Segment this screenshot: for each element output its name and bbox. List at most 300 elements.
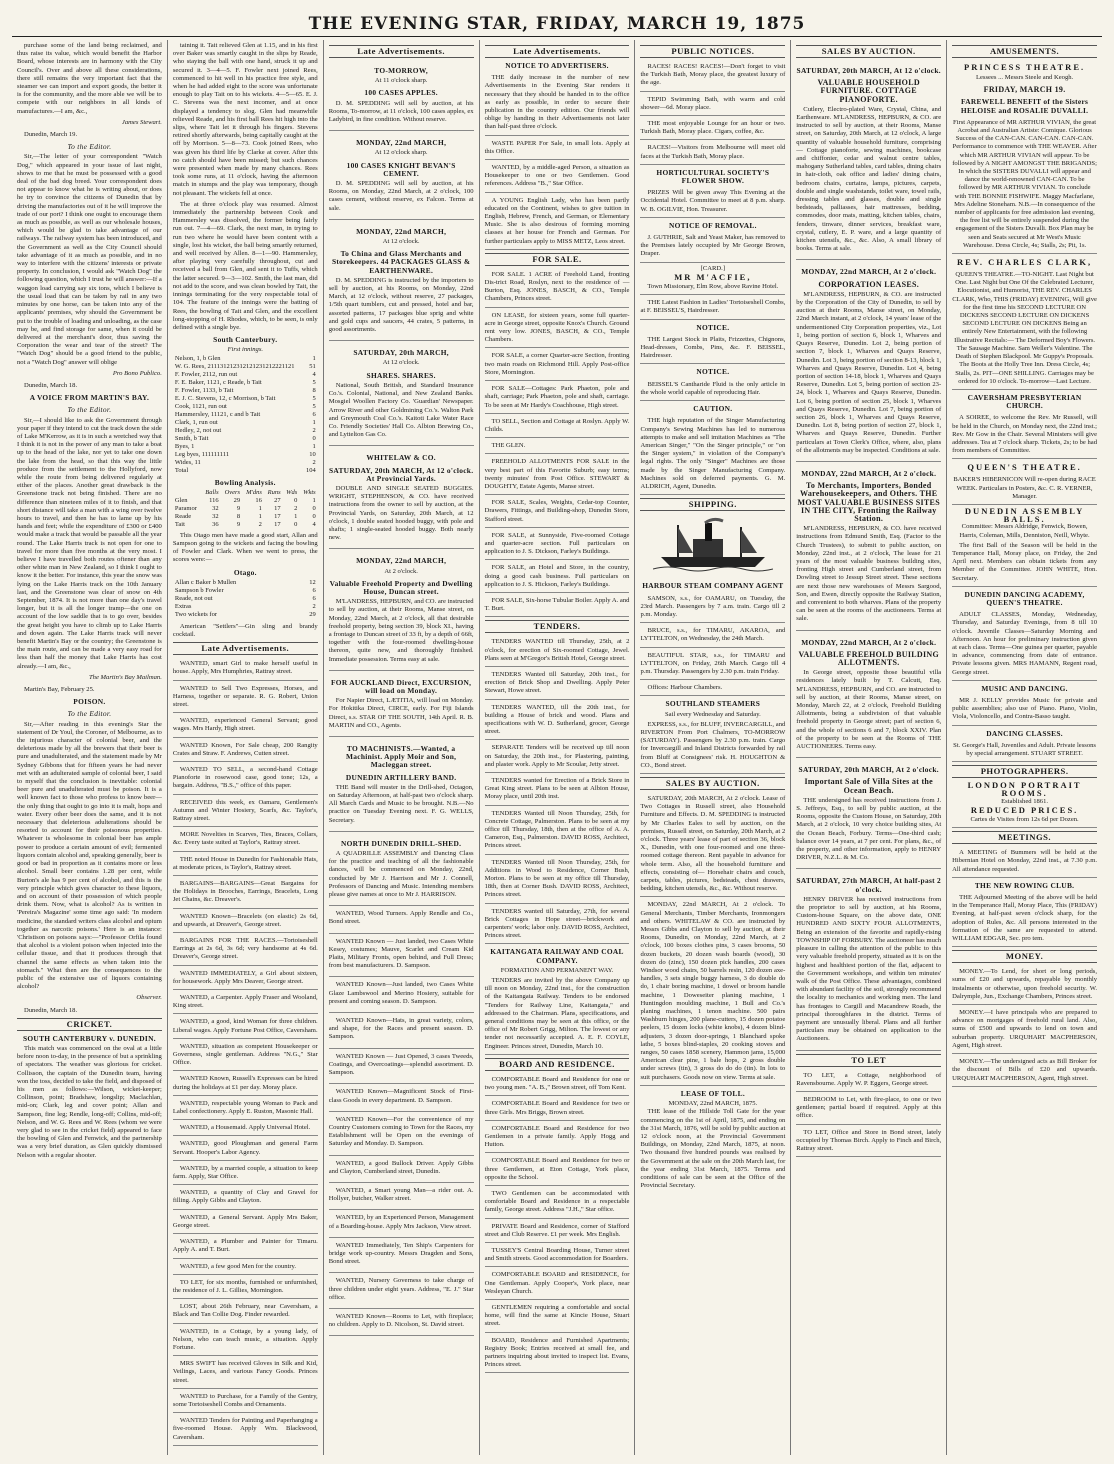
classified-ad: FREEHOLD ALLOTMENTS FOR SALE in the very best part of this Favorite Suburb; easy terms; twenty minutes' from Post Office. STEWART & DOUGHTY, Estate Agents, Manse street. (485, 456, 630, 495)
caution-body: THE high reputation of the Singer Manufacturing Company's Sewing Machines has led to numerous attempts to make and sell imitation Machines as "The American Singer," "On the Singer principle," or "on the Singer system," in violation of the Company's legal rights. The only "Singer" Machines are those made by the Singer Manufacturing Company. Machines sold on deferred payments. G. M. ALDRICH, Agent, Dunedin. (640, 415, 785, 495)
notice-body: BEISSEL'S Cantharide Fluid is the only article in the whole world capable of reproducing Hair. (640, 379, 785, 401)
tenders-list (485, 636, 630, 944)
table-cell: 1 (258, 512, 262, 520)
meetings-heading: MEETINGS. (952, 831, 1097, 844)
ad-head: SATURDAY, 20th MARCH, (353, 348, 449, 358)
classified-ad: BARGAINS—BARGAINS—Great Bargains for the Holidays in Brooches, Earrings, Bracelets, Long Jet Chains, &c. Dreaver's. (173, 878, 318, 909)
classified-ad: WANTED to Sell Two Expresses, Horses, and Harness, together or separate. R. G. Robert, Union street. (173, 683, 318, 714)
classified-ad: WANTED, by a married couple, a situation to keep farm. Apply, Star Office. (173, 1163, 318, 1185)
table-row (173, 497, 318, 505)
table-header-cell: Wkts (303, 488, 316, 496)
classified-ad: GENTLEMEN requiring a comfortable and social home, will find the same at Kincie House, Stuart street. (485, 1302, 630, 1333)
advertisement (329, 739, 474, 832)
table-cell: 17 (274, 512, 281, 520)
column-4 (480, 40, 636, 1455)
table-row (173, 451, 318, 459)
advertisement (329, 1275, 474, 1309)
cricket-heading: CRICKET. (17, 1018, 162, 1031)
classified-ad: WANTED to Purchase, for a Family of the Gentry, some Tortoiseshell Combs and Ornaments. (173, 1391, 318, 1413)
misc-ads (485, 138, 630, 250)
table-cell: 1 (258, 504, 262, 512)
ad-body: WANTED Known—For the convenience of my Country Customers coming to Town for the Races, my Establishment will be Open on the evenings of Saturday and Monday. D. Sampson. (328, 1115, 474, 1148)
late-ads-heading: Late Advertisements. (485, 45, 630, 58)
advertisement (329, 61, 474, 131)
auction-item (796, 633, 941, 759)
table-cell: E. J. C. Stevens, 12, c Morrison, b Tait (174, 394, 276, 402)
classified-ad: LOST, about 26th February, near Caversham, a Black and Tan Collie Dog. Finder rewarded. (173, 1301, 318, 1323)
table-row (173, 435, 318, 443)
classified-ad: MRS SWIFT has received Gloves in Silk and Kid, Veilings, Laces, and various Fancy Goods. Princes street. (173, 1358, 318, 1389)
ad-head: NORTH DUNEDIN DRILL-SHED. (340, 838, 462, 848)
paragraph: The at three o'clock play was resumed. Almost immediately the partnership between Cook and Hammersley was dissolved, the former being fairly run out. 7—4—69. Clark, the next man, in trying to run two where he would have been content with a single, lost his wicket, the ball being smartly returned, and well received by Allen. 8—1—90. Hammersley, after playing very carefully throughout, cut and received a ball from Glen, and sent it to Tuffs, which the latter secured. 9—3—102. Smith, the last man, did not add to the score, and was clean bowled by Tait, the innings terminating for the very respectable total of 104. The feature of the innings were the batting of Rees, the bowling of Tait and Glen, and the excellent long-stopping of H. Rhodes, which, to be seen, is only defined with a single bye. (172, 200, 318, 331)
table-cell: 0 (312, 504, 316, 512)
table-cell: 1 (312, 442, 316, 450)
theatre-title: PRINCESS THEATRE. (964, 62, 1086, 72)
dancing-classes-body: St. George's Hall, Juveniles and Adult. Private lessons by special arrangement. STUART STREET. (952, 740, 1097, 762)
public-notices-heading: PUBLIC NOTICES. (640, 45, 785, 58)
classified-ad: FOR SALE—Cottages: Park Phaeton, pole and shaft, carriage; Park Phaeton, pole and shaft, carriage. To be seen at Mr Hardy's Coachhouse, High street. (485, 383, 630, 414)
ad-body: WANTED, Nursery Governess to take charge of three children under eight years. Address, "E. J." Star office. (328, 1277, 474, 1301)
table-cell: F. E. Baker, 1121, c Reade, b Tait (174, 378, 262, 386)
classified-ad: TO LET, for six months, furnished or unfurnished, the residence of J. L. Gillies, Mornington. (173, 1277, 318, 1299)
table-cell: 6 (312, 594, 316, 602)
card-body: Town Missionary, Elm Row, above Ravine Hotel. (640, 281, 785, 295)
ad-body: National, South British, and Standard Insurance Co.'s. Colonial, National, and New Zealand Banks. Mosgiel Woollen Factory Co. 'Guardian' Newspaper. Arrow River and other Goldmining Co.'s. Walton Park and Greymouth Coal Co.'s. Kaitoti Lake Water Race Co. Friendly Societies' Hall Co. Albion Brewing Co., and Lyttelton Gas Co. (328, 381, 474, 439)
classified-ad: WANTED, a Carpenter. Apply Fraser and Wooland, King street. (173, 992, 318, 1014)
advertisement (329, 133, 474, 220)
advertisement (329, 1311, 474, 1336)
table-cell: Hedley, 2, not out (174, 426, 222, 434)
ad-body: WANTED, by an Experienced Person, Management of a Boarding-house. Apply Mrs Jackson, View street. (328, 1214, 474, 1230)
ad-body: D. M. SPEDDING will sell by auction, at his Rooms, To-morrow, at 11 o'clock, 100 cases apples, ex Ladybird, in fine condition. Without reserve. (328, 99, 474, 124)
harbour-heading: HARBOUR STEAM COMPANY AGENT (642, 581, 784, 591)
table-cell: 4 (312, 520, 316, 528)
money-notice: MONEY.—The undersigned acts as Bill Broker for the discount of Bills of £20 and upwards. URQUHART MACPHERSON, Agent, High street. (952, 1056, 1097, 1087)
auction-item (796, 262, 941, 461)
removal-body: J. GUTHRIE, Salt and Yeast Maker, has removed to the Premises lately occupied by Mr George Brown, Draper. (640, 232, 785, 263)
table-row (173, 427, 318, 435)
advertisement (329, 936, 474, 978)
photographers-heading: PHOTOGRAPHERS. (952, 765, 1097, 778)
lease-subheading: MONDAY, 22nd MARCH, 1875. (668, 1100, 758, 1108)
table-cell: 17 (274, 504, 281, 512)
auction-item (796, 464, 941, 631)
public-notices-list (640, 61, 785, 165)
table-cell: 2 (294, 504, 298, 512)
advertisement (329, 979, 474, 1013)
table-row (173, 419, 318, 427)
lease-body: THE lease of the Hillside Toll Gate for the year commencing on the 1st of April, 1875, and ending on the 31st March, 1876, will be sold by public auction at 12 o'clock noon, at the Provincial Government Buildings, on Monday, 22nd March, 1875, at noon. Two thousand five hundred pounds was realised by the Government at the sale on the 20th March last, for the year ending 31st March, 1875. Terms and conditions of sale can be seen at the Office of the Provincial Secretary. (640, 1108, 786, 1190)
rowing-body: THE Adjourned Meeting of the above will be held in the Temperance Hall, Moray Place, This (FRIDAY) Evening, at half-past seven o'clock sharp, for the adoption of Rules, &c. All persons interested in the formation of the same are requested to attend. WILLIAM EDGAR, Sec. pro tem. (952, 892, 1097, 947)
letter-title: To the Editor. (67, 142, 112, 152)
cricket-continued (173, 42, 318, 332)
ad-body: WANTED Immediately, Ten Ship's Carpenters for bridge work up-country. Messrs Dragden and Sons, Bond street. (328, 1241, 474, 1266)
auction-body: M'LANDRESS, HEPBURN, & CO. have received instructions from Edmund Smith, Esq. (Factor to the Church Trustees), to submit to public auction, on Monday, 22nd inst., at 2 o'clock, The lease for 21 years of the most valuable business building sites, fronting High street and Cumberland street, from Dowling street to Jessup Street street. These sections are next those new warehouses of Messrs Sargood, Son, and Ewen, directly opposite the Railway Station, and convenient to both wharves. Plans of the property can be seen at the rooms of the auctioneers. Terms at sale. (796, 525, 942, 623)
auction-body: HENRY DRIVER has received instructions from the proprietor to sell by auction, at his Rooms, Custom-house Square, on the above date, ONE HUNDRED AND SIXTY FOUR ALLOTMENTS, Being an extension of the favorite and rapidly-rising TOWNSHIP OF FORBURY. The auctioneer has much pleasure in calling the attention of the public to this very valuable freehold property, situated as it is on the highest and healthiest portion of the flat, adjacent to the Government workshops, and within ten minutes' walk of the Post Office. These advantages, combined with abundant facility of the soil, strongly recommend the locality to mechanics and working men. The land has frontages to Cargill and Macandrew Roads, the principal thoroughfares in the district. Terms of payment are unusually liberal. Plans and all further particulars may be obtained on application to the Auctioneers. (796, 895, 942, 1043)
tender-notice: TENDERS WANTED till Thursday, 25th, at 2 o'clock, for erection of Six-roomed Cottage, Jewel. Plans seen at M'Gregor's British Hotel, George street. (485, 636, 630, 667)
table-cell: Total (174, 466, 189, 474)
table-cell: 32 (212, 504, 219, 512)
paragraph: This match was commenced on the oval at a little before noon to-day, in the presence of but a sprinkling of spectators. The weather was glorious for cricket. Collisson, the captain of the Dunedin team, having won the toss, decided to take the field, and disposed of his men as follows:—Wilson, wicket-keeper; Collinson, point; Bradshaw, longslip; Maclachlan, mid-on; Clark, leg and cover point; Allan and Sampson, fine leg; Rendle, long-off; Collins, mid-off; Nelson, and W. G. Rees and W. Rees (whom we were very glad to see in the cricket field) appeared to face the bowling of Glen and Fenwick, and the partnership was a very brief duration, as Glen quickly dismissed Nelson with a regular shooter. (17, 1044, 162, 1159)
table-cell: 5 (312, 378, 316, 386)
table-row (173, 513, 318, 521)
masthead: THE EVENING STAR, FRIDAY, MARCH 19, 1875 (308, 14, 806, 34)
table-row (173, 521, 318, 529)
auction-heading: SALES BY AUCTION. (640, 777, 785, 790)
tender-notice: TENDERS wanted for Erection of a Brick Store in Great King street. Plans to be seen at Albion House, Moray place, until 20th inst. (485, 775, 630, 806)
table-cell: 36 (212, 520, 219, 528)
table-cell: 51 (309, 362, 316, 370)
ball-title: DUNEDIN ASSEMBLY BALLS. (964, 505, 1085, 525)
auction-date: MONDAY, 22nd MARCH, At 2 o'clock. (801, 267, 937, 277)
money-notice: MONEY.—To Lend, for short or long periods, sums of £20 and upwards, repayable by monthly instalments or otherwise, upon freehold security. W. Dalrymple, Jun., Exchange Chambers, Princes street. (952, 966, 1097, 1005)
auction-date: MONDAY, 22nd MARCH, At 2 o'clock. (801, 468, 937, 478)
auction-item (796, 760, 941, 869)
table-row (173, 443, 318, 451)
hair-ad: THE Latest Fashion in Ladies' Tortoiseshell Combs, at F. BEISSEL'S, Hairdresser. (640, 297, 785, 319)
tender-notice: TENDERS Wanted till Noon Thursday, 25th, for Additions in Wood to Residence, Corner Bush, Morton. Plans to be seen at my office till Thursday, 18th, then at Corner Bush. DAVID ROSS, Architect, Princes street. (485, 857, 630, 904)
ad-body: WANTED Known—Hats, in great variety, colors, and shape, for the Races and present season. D. Sampson. (328, 1017, 474, 1041)
paragraph: purchase some of the land being reclaimed, and thus raise its value, which would benefit the Harbor Board, whose interests are in harmony with the City Council's. Over and above all these considerations, there still remains the very important fact that the steamer we can import and export goods, the better it is for the community, and the more able we will be to compete with our neighbors in all kinds of manufactures.—I am, &c., (17, 42, 162, 115)
table-cell: 104 (305, 466, 316, 474)
ad-body: A QUADRILLE ASSEMBLY and Dancing Class for the practice and teaching of all the fashionable dances, will be commenced on Monday, 22nd, conducted by Mr J. Harrison and Mr J. Connell, Professors of Dancing and Music. Intending members please give names at once to Mr J. HARRISON. (328, 850, 474, 899)
ad-head: MONDAY, 22nd MARCH, (356, 226, 447, 236)
for-sale-list (485, 269, 630, 618)
paragraph: Sir,—I should like to ask the Government through your paper if they intend to cut the track down the side of Lake M'Kerrow, as it is in such a wretched way that I think it is not in the power of any man to take a boat up to the head of the lake, nor yet to take one down the lake from the head, so that this way the little produce from the settlement to the Hollyford, now while the route from being delivered regularly at either of the places. Another great drawback is the Greenstone track not being finished. There are no difference than nineteen miles of it to finish, and that short distance will take a man with a wing over twelve hours to travel, and then he has to lame up by his hands and feet; while the expenditure of £300 or £400 would make a track that would be passable all the year round. The Lake Harris track is not open for one to travel for more than five months at the very most. I believe I have travelled both routes oftener than any other white man in New Zealand, so I think I ought to know it the better. For instance, this year the snow was lying on the Lake Harris track on the 10th January last, and the Greenstone was clear of snow on 4th September, 1874. It is not more than one day's travel longer, but it is all the longer tramp—the one on account of the low saddle that is to go over, besides the great height you have to climb up to Lake Harris and down again. The Lake Harris track will never benefit Martin's Bay or the country; the Greenstone is the main route, and can be made a very easy road for less than half the money that Lake Harris has cost already.—I am, &c., (17, 416, 162, 670)
ball-committee: Committee: Messrs Aldridge, Fenwick, Bowen, Harris, Coleman, Mills, Denniston, Neill, Whyte. (959, 523, 1090, 539)
table-row (173, 579, 318, 587)
table-cell: 8 (236, 512, 241, 520)
table-row (173, 459, 318, 467)
shipping-notice: BEAUTIFUL STAR, s.s., for TIMARU and LYTTELTON, on Friday, 26th March. Cargo till 4 p.m. Thursday. Passengers by 2.30 p.m. train Friday. (640, 650, 785, 681)
table-cell: 2 (312, 426, 316, 434)
classified-ad: WANTED, a few good Men for the country. (173, 1261, 318, 1275)
classified-ad: WANTED, good Ploughman and general Farm Servant. Hooper's Labor Agency. (173, 1138, 318, 1160)
advertisement (329, 1114, 474, 1156)
otago-intro: This Otago men have made a good start, Allan and Sampson going to the wickets and facing the bowling of Fowler and Clark. When we went to press, the scores were:— (172, 531, 318, 564)
auction-item (796, 61, 941, 260)
signature: Observer. (136, 994, 162, 1002)
auction-title: CORPORATION LEASES. (818, 279, 920, 289)
classified-ad: TO SELL, Section and Cottage at Roslyn. Apply W. Childs. (485, 416, 630, 438)
table-cell: 1 (294, 512, 298, 520)
table-cell: 1 (312, 496, 316, 504)
auction-body: In George street, opposite those beautiful villa residences lately built by T. Calcutt, Esq. M'LANDRESS, HEPBURN, and CO. are instructed to sell by auction, at their Rooms, Manse street, on Monday, March 22, at 2 o'clock, Freehold Building Allotments, being a subdivision of that valuable freehold property in George street; part of section 6, and the whole of sections 6 and 7, block XXIV. Plan of the property to be seen at the Rooms of THE AUCTIONEERS. Terms easy. (796, 669, 942, 751)
signature: The Martin's Bay Mailman. (89, 673, 162, 681)
lease-heading: LEASE OF TOLL. (680, 1088, 745, 1098)
dateline: Martin's Bay, February 25. (24, 686, 95, 694)
caution-heading: CAUTION. (693, 404, 733, 414)
table-cell: Reade (174, 512, 192, 520)
classified-ad: FOR SALE. 1 ACRE of Freehold Land, fronting Dis-trict Road, Roslyn, next to the residence of — Burton, Esq. JONES, BASCH, & CO., Temple Chambers, Princes street. (485, 269, 630, 308)
ad-body: WANTED Known—Magnificent Stock of First-class Goods in every department. D. Sampson. (328, 1088, 474, 1104)
advertisement (329, 908, 474, 933)
ad-title: To China and Glass Merchants and Storekeepers. 44 PACKAGES GLASS & EARTHENWARE. (331, 249, 471, 275)
ad-body: THE Band will muster in the Drill-shed, Octagon, on Saturday Afternoon, at half-past two o'clock sharp. All March Cards and Music to be brought. N.B.—No practice on Tuesday Evening next. F. G. WELLS, Secretary. (328, 783, 474, 824)
ad-title: DUNEDIN ARTILLERY BAND. (345, 772, 457, 782)
classified-ad: FOR SALE, an Hotel and Store, in the country, doing a good cash business. Full particulars on application to J. S. Hickson, Farley's Buildings. (485, 562, 630, 593)
table-cell: 116 (209, 496, 219, 504)
table-row (173, 467, 318, 475)
table-row (173, 379, 318, 387)
column-2 (168, 40, 324, 1455)
classified-ad: THE GLEN. (485, 440, 630, 454)
public-notice: TEPID Swimming Bath, with warm and cold shower—6d. Moray place. (640, 94, 785, 116)
table-cell: 6 (312, 586, 316, 594)
ad-head: WHITELAW & CO. (366, 453, 436, 463)
table-cell: 9 (236, 504, 241, 512)
ball-body: The first Ball of the Season will be held in the Temperance Hall, Moray place, on Friday, the 2nd April next. Members can obtain tickets from any Member of the Committee. JOHN WHITE, Hon. Secretary. (952, 540, 1097, 587)
table-cell: 0 (312, 434, 316, 442)
classified-ad: WANTED, smart Girl to make herself useful in house. Apply, Mrs Humphries, Rattray street. (173, 658, 318, 680)
dancing-classes-heading: DANCING CLASSES. (986, 728, 1063, 738)
table-cell: Cook, 1121, run out (174, 402, 227, 410)
theatre-body: First Appearance of MR ARTHUR VIVIAN, the great Acrobat and Australian Artiste: Comique. Glorious Success of the CAN-CAN. CAN-CAN. CAN-CAN. Performance to commence with THE WEAVER. After which MR ARTHUR VIVIAN will appear. To be followed by A NIGHT AMONGST THE BRIGANDS; In which the SISTERS DUVALLI will appear and dance the world-renowned CAN-CAN. To be followed by MR ARTHUR VIVIAN. To conclude with THE BONNIE FISHWIFE. Maggy Macfarlane, Mrs Adeline Stoneham. N.B.—In consequence of the number of applicants for free admission last evening, the free list will be entirely suspended during the engagement of the Sisters Duvalli. Box Plan may be seen and Seats secured at Mr West's Music Warehouse. Dress Circle, 4s; Stalls, 2s; Pit, 1s. (952, 117, 1097, 254)
auction-date: SATURDAY, 20th MARCH, At 2 o'clock. (798, 765, 939, 775)
notice-title: NOTICE TO ADVERTISERS. (505, 61, 609, 70)
table-cell: 27 (274, 496, 281, 504)
public-notice: THE most enjoyable Lounge for an hour or two. Turkish Bath, Moray place. Cigars, coffee, &c. (640, 118, 785, 140)
table-cell: 29 (233, 496, 241, 504)
signature: Pro Bono Publico. (112, 369, 162, 377)
auction-title: VALUABLE FREEHOLD BUILDING ALLOTMENTS. (798, 649, 940, 667)
card-heading: [CARD.] (700, 264, 726, 272)
table-row (173, 371, 318, 379)
table-cell: 8 (312, 386, 316, 394)
advertisement (329, 1015, 474, 1049)
column-1 (12, 40, 168, 1455)
auction-date: MONDAY, 22nd MARCH, At 2 o'clock. (801, 637, 937, 647)
ad-body: M'LANDRESS, HEPBURN, and CO. are instructed to sell by auction, at their Rooms, Manse street, on Monday, 22nd March, at 2 o'clock, all that desirable freehold property, being section 39, block XI., having a frontage to Duncan street of 33 ft, by a depth of 66ft, together with the four-roomed dwelling-house thereon, quite new, and thoroughly finished. Immediate possession. Terms easy at sale. (328, 598, 474, 663)
classified-ad: COMFORTABLE Board and Residence for two or three Girls. Mrs Briggs, Brown street. (485, 1098, 630, 1120)
letter-body (17, 721, 162, 992)
classified-ad: BARGAINS FOR THE RACES.—Tortoiseshell Earrings at 2s 6d, 3s 6d; very handsome at 4s 6d. Dreaver's, George street. (173, 935, 318, 966)
clark-body: QUEEN'S THEATRE.—TO-NIGHT. Last Night but One. Last Night but One Of the Celebrated Lecturer, Elocutionist, and Humorist, THE REV. CHARLES CLARK, Who, THIS (FRIDAY) EVENING, Will give for the first time his SECOND LECTURE ON DICKENS SECOND LECTURE ON DICKENS SECOND LECTURE ON DICKENS Being an entirely New Entertainment, with the following Illustrative Recitals:— The Deformed Boy's Flowers. The Sausage Machine. Sam Weller's Valentine. The Death of Stephen Blackpool. Mr Guppy's Proposals. The Boots at the Holly Tree Inn. Dress Circle, 4s; Stalls, 2s. PIT—ONE SHILLING. Carriages may be ordered for 10 o'clock. To-morrow—Last Lecture. (952, 269, 1097, 390)
table-cell: Reade, not out (174, 594, 213, 602)
classified-ad: WANTED Tenders for Painting and Paperhanging a five-roomed House. Apply Wm. Blackwood, Caversham. (173, 1415, 318, 1446)
masthead-rule (12, 36, 1102, 37)
classified-ad: ON LEASE, for sixteen years, some full quarter-acre in George street, opposite Knox's Church. Ground rent very low. JONES, BASCH, & CO., Temple Chambers. (485, 310, 630, 349)
public-notice: RACES! RACES! RACES!—Don't forget to visit the Turkish Bath, Moray place, the greatest luxury of the age. (640, 61, 785, 92)
theatre-date: FRIDAY, MARCH 19. (983, 85, 1066, 95)
money-heading: MONEY. (952, 950, 1097, 963)
photo-body: Cartes de Visites from 12s 6d per Dozen. (952, 814, 1097, 828)
classified-ad: WANTED IMMEDIATELY, a Girl about sixteen, for housework. Apply Mrs Deaver, George street. (173, 968, 318, 990)
photo-title: LONDON PORTRAIT ROOMS. (967, 780, 1082, 799)
to-let-heading: TO LET (796, 1054, 941, 1067)
meeting-body: A MEETING of Bummers will be held at the Hibernian Hotel on Monday, 22nd inst., at 7.30 p.m. All attendance requested. (952, 847, 1097, 878)
ad-head: MONDAY, 22nd MARCH, (356, 138, 447, 148)
notice-heading: NOTICE. (696, 322, 730, 332)
classified-ad: WANTED, experienced General Servant; good wages. Mrs Hardy, High street. (173, 715, 318, 737)
table-row (173, 411, 318, 419)
soiree-title: CAVERSHAM PRESBYTERIAN CHURCH. (967, 392, 1082, 411)
advertisement (329, 1212, 474, 1237)
auction-title: VALUABLE HOUSEHOLD FURNITURE. COTTAGE PIANOFORTE. (817, 78, 920, 104)
otago-table (173, 579, 318, 619)
auction-item (796, 871, 941, 1050)
tender-notice: TENDERS WANTED, till the 20th inst., for building a House of brick and wood. Plans and specifications with W. D. Sutherland, grocer, George street. (485, 702, 630, 741)
ad-subhead: At 11 o'clock sharp. (374, 77, 428, 85)
theatre-benefit: FAREWELL BENEFIT of the Sisters HELOISE and ROSALIE DUVALLI. (960, 97, 1089, 115)
classified-ad: BOARD, Residence and Furnished Apartments; Registry Book; Entries received at small fee, and partners inquiring about invited to inspect list. Evans, Princes street. (485, 1335, 630, 1374)
bowling-title: Bowling Analysis. (214, 477, 276, 487)
rowing-title: THE NEW ROWING CLUB. (974, 880, 1075, 890)
table-row (173, 355, 318, 363)
money-notice: MONEY.—I have principals who are prepared to advance on mortgages of freehold rural land. Also, sums of £500 and upwards to lend on town and suburban property. URQUHART MACPHERSON, Agent, High street. (952, 1007, 1097, 1054)
photo-established: Established 1861. (1001, 797, 1049, 805)
advertisement (329, 551, 474, 670)
ad-title: SHARES. SHARES. (366, 370, 436, 380)
auction-notice: MONDAY, 22nd MARCH, At 2 o'clock. To General Merchants, Timber Merchants, Ironmongers and others. WHITELAW & CO. are instructed by Messrs Gibbs and Clayton to sell by auction, at their Rooms, Dunedin, on Monday, 22nd March, at 2 o'clock, 100 boxes clothes pins, 3 cases brooms, 50 dozen buckets, 20 dozen wash boards (wood), 30 dozen do (zinc), 150 dozen pick handles, 200 cases Windsor wood chairs, 50 barrels resin, 120 dozen axe-handles, 3 sets single buggy harness, 3 do double do do, 1 chair boring machine, 1 dowel or broom handle machine, 1 Doweseiter planing machine, 1 Huntingdon moulding machine, 1 Bull and Co.'s planing machines, 1 tenon machine. 500 pairs Washburn hinges, 200 plane-cutters, 15 dozen potatoe peelers, 15 dozen locks (white knobs), 4 dozen blind-adjusters, 3 dozen door-springs, 1 Blanchard spoke lathe, 5 boxes blind-staples, 20 cooking stoves and ranges, 50 cases 1858 scenery, Hammon jams, 15,000 American clear pine, 1 bale hops, 2 gross double under screws (tin), 3 gross do do do (tin). In lots to suit purchasers. Goods now on view. Terms at sale. (640, 899, 785, 1085)
auction-body: THE undersigned has received instructions from J. S. Jeffreys, Esq., to sell by public auction, at the Rooms, opposite the Custom House, on Saturday, 20th March, at 2 o'clock, 10 very choice building sites, At the Ocean Beach, Forbury. Terms—One-third cash; balance over 14 years, at 7 per cent. For plans, &c., of the property, and other information, apply to HENRY DRIVER, N.Z.L. & M. Co. (796, 796, 942, 862)
letter-heading: A VOICE FROM MARTIN'S BAY. (29, 393, 150, 403)
advertisement (329, 448, 474, 549)
classified-ad: COMFORTABLE Board and Residence for two or three Gentlemen, at Eton Cottage, York place, opposite the School. (485, 1155, 630, 1186)
ad-head: FOR AUCKLAND Direct, EXCURSION, will load on Monday. (330, 677, 472, 695)
table-row (173, 611, 318, 619)
music-heading: MUSIC AND DANCING. (981, 683, 1068, 693)
public-notice: RACES!—Visitors from Melbourne will meet old faces at the Turkish Bath, Moray place. (640, 142, 785, 164)
ad-body: WANTED, a Smart young Man—a rider out. A. Hollyer, butcher, Walker street. (328, 1186, 474, 1203)
table-cell: 6 (312, 410, 316, 418)
theatre-lessees: Lessees ... Messrs Steele and Keogh. (975, 74, 1074, 81)
column-5 (635, 40, 791, 1455)
classified-ad: RECEIVED this week, ex Oamaru, Gentlemen's Autumn and Winter Hosiery, Scarfs, &c. Taylor's, Rattray street. (173, 797, 318, 828)
table-cell: Two wickets for (174, 610, 218, 618)
horticultural-body: PRIZES Will be given away This Evening at the Occidental Hotel. Committee to meet at 8 p.m. sharp. W. B. OGILVIE, Hon. Treasurer. (640, 187, 785, 218)
table-cell: Paramor (174, 504, 197, 512)
ad-subhead: At 12 o'clock. (382, 238, 420, 246)
ad-title: 100 CASES KNIGHT BEVAN'S CEMENT. (346, 160, 456, 178)
classified-ad: FOR SALE, a corner Quarter-acre Section, fronting two main roads on Richmond Hill. Apply Post-office Store, Mornington. (485, 350, 630, 381)
table-row (173, 403, 318, 411)
letter-title: To the Editor. (67, 405, 112, 415)
table-row (173, 363, 318, 371)
notice-body: THE Largest Stock in Plaits, Frizzettes, Chignons, Head-dresses, Combs, Pins, &c. F. BEISSEL, Hairdresser. (640, 334, 785, 365)
table-cell: 2 (312, 458, 316, 466)
table-cell: 0 (294, 520, 298, 528)
auction-ads (329, 61, 474, 1336)
tender-notice: SEPARATE Tenders will be received up till noon on Saturday, the 20th inst., for Plastering, painting, and plaster work. Apply to Mr Scoular, Jetty street. (485, 742, 630, 773)
classified-ad: PRIVATE Board and Residence, corner of Stafford street and Club Reserve. £1 per week. Mrs English. (485, 1221, 630, 1243)
auction-date: SATURDAY, 20th MARCH, At 12 o'clock. (796, 66, 941, 75)
tender-notice: TENDERS wanted till Saturday, 27th, for several Brick Cottages in Hope street—brickwork and carpenters' work; labor only. DAVID ROSS, Architect, Princes street. (485, 906, 630, 945)
shipping-heading: SHIPPING. (640, 498, 785, 511)
scoreboard-table (173, 355, 318, 475)
classified-ad: WANTED Known—Bracelets (on elastic) 2s 6d, and upwards, at Dreaver's, George street. (173, 911, 318, 933)
ad-title: Valuable Freehold Property and Dwelling House, Duncan street. (329, 578, 473, 596)
table-cell: Tait (174, 520, 185, 528)
steamship-icon (640, 517, 785, 576)
paragraph: Sir,—After reading in this evening's Star the statement of Dr Youl, the Coroner, of Melbourne, as to the injurious character of colonial beer, and the deleterious made by all the brewers that their beer is pure and unadulterated, and the statement made by Mr Sydney Gibbons that for fifteen years he had never met with an adulterated sample of colonial beer, I said to myself that the conclusion is inevitable: colonial beer pure and unadulterated must be poison. It is a well known fact to those who profess to know beer—the only thing that ought to go into it is malt, hops and water. Every other beer does the same, and it is not necessary that deleterious adulterations should be resorted to account for their poisonous properties. Whatever is wholesome in colonial beer has ample power to produce a certain amount of evil; fermented liquors contain alcohol and, speaking generally, beer is good or bad in proportion as it contains more or less alcohol. Small beer contains 1.28 per cent, while Burton's ale has 9 per cent of alcohol, and this is the very principle which gives character to these liquors, and on account of their possession of which people drink them. Now, what is alcohol? As is written in 'Pereira's Magazine' some time ago said: 'In modern medicine, the standard writers class alcohol and opium together as narcotic poisons.' Here is an instance: 'Christison on poisons says:—"Professor Orfila found that alcohol is a violent poison when injected into the cellular tissue, and that it produces through that channel the same effects as when taken into the stomach." What then are the consequences to the public of the extensive use of liquors containing alcohol? (17, 720, 162, 991)
auction-items (796, 61, 941, 1051)
classified-ad: WANTED, by a middle-aged Person, a situation as Housekeeper to one or two Gentlemen. Good references. Address "B.," Star Office. (485, 162, 630, 193)
table-header-cell: Overs (224, 488, 241, 496)
table-cell: Nelson, 1, b Glen (174, 354, 221, 362)
table-cell: F. Fowler, 2112, run out (174, 370, 238, 378)
otago-title: Otago. (233, 567, 257, 577)
amusements-heading: AMUSEMENTS. (952, 45, 1097, 58)
classified-ad: COMFORTABLE Board and Residence for one or two young men. "A. B.," Brown street, off Tom Kent. (485, 1074, 630, 1096)
removal-heading: NOTICE OF REMOVAL. (669, 220, 757, 230)
classified-ad: WANTED, a quantity of Clay and Gravel for filling. Apply Gibbs and Clayton. (173, 1187, 318, 1209)
table-header-cell: Runs (267, 488, 281, 496)
classified-ad: COMFORTABLE Board and Residence for two Gentlemen in a private family. Apply Hogg and Hutton. (485, 1123, 630, 1154)
classified-ad: WANTED TO SELL, a second-hand Cottage Pianoforte in rosewood case, good tone; 12s, a bargain. Address, "B.S.," office of this paper. (173, 764, 318, 795)
table-row (173, 603, 318, 611)
soiree-body: A SOIREE, to welcome the Rev. Mr Russell, will be held in the Church, on Monday next, the 22nd inst.; Rev. Mr Gow in the Chair. Several Ministers will give addresses. Tea at 7 o'clock sharp. Tickets, 2s; to be had from members of Committee. (952, 412, 1097, 459)
table-header-cell: M'dns (246, 488, 262, 496)
table-cell: 4 (312, 370, 316, 378)
advertisement (329, 1185, 474, 1210)
horticultural-heading: HORTICULTURAL SOCIETY'S FLOWER SHOW. (656, 167, 770, 186)
cricket-subheading: SOUTH CANTERBURY v. DUNEDIN. (22, 1033, 156, 1043)
table-cell: 0 (294, 496, 298, 504)
auction-list (640, 793, 785, 1086)
advertisement (329, 673, 474, 737)
table-cell: 29 (309, 610, 316, 618)
advertisement (329, 222, 474, 341)
column-7 (947, 40, 1102, 1455)
ad-body: WANTED Known—Just landed, two Cases White Glaze Lambswool and Merino Hosiery, suitable for present and coming season. D. Sampson. (328, 981, 474, 1005)
table-cell: 12 (309, 578, 316, 586)
classified-ad: WASTE PAPER For Sale, in small lots. Apply at this Office. (485, 138, 630, 160)
scoreboard-subtitle: First innings. (227, 346, 264, 354)
table-cell: Sampson b Fowler (174, 586, 224, 594)
signature: James Stewart. (121, 118, 162, 126)
ad-title: 100 CASES APPLES. (364, 88, 438, 98)
auction-date: SATURDAY, 27th MARCH, At half-past 2 o'clock. (796, 876, 942, 894)
classified-ad: TO LET, Office and Store in Bond street, lately occupied by Thomas Birch. Apply to Finch and Birch, Rattray street. (796, 1127, 941, 1158)
classified-ad: BEDROOM to Let, with fire-place, to one or two gentlemen; partial board if required. Apply at this office. (796, 1094, 941, 1125)
southland-subheading: Sail every Wednesday and Saturday. (664, 710, 761, 718)
railway-subheading: FORMATION AND PERMANENT WAY. (500, 966, 614, 974)
cricket-report (17, 1045, 162, 1160)
ad-head: TO-MORROW, (374, 66, 428, 75)
dateline: Dunedin, March 18. (24, 1006, 78, 1014)
dateline: Dunedin, March 19. (24, 131, 78, 139)
classified-ad: WANTED, a General Servant. Apply Mrs Baker, George street. (173, 1212, 318, 1234)
paragraph: Sir,—The letter of your correspondent "Watch Dog," which appeared in your issue of last night, shows to me that he must be possessed with a good deal of the bad dog breed. Your correspondent does not appear to know what he is writing about, or does he try to convince the citizens of Dunedin that by driving the manufactories out of it he will improve the trade of our port? I think one ought to encourage them as much as possible, as well as our wholesale houses, which would be glad to take advantage of our railways. The railway system has been introduced, and the Government as well as the City Council should take advantage of it as much as possible, and in no way to interfere with the citizens' interests or private property. In conclusion, I would ask "Watch Dog" the following question, which I trust he will answer:—If a waggon load carrying say six tons, which I believe is the usual load that can be taken by rail in any two minutes by one horse, can be taken into any of the applicants' premises, why should the Government be put to the trouble of loading and unloading, as the case may be, and find storage for same, when it could be delivered at the merchant's door, thus saving the Corporation the wear and tear of the street? The "Watch Dog" should be a good friend to the public, not a "Watch Dog" answer will oblige (17, 153, 162, 366)
cocktail-note: American "Settlers"—Gin sling and brandy cocktail. (172, 622, 318, 638)
ad-body: D. M. SPEDDING will sell by auction, at his Rooms, on Monday, 22nd March, at 2 o'clock, 100 cases cement, without reserve, ex Falcon. Terms at sale. (328, 180, 474, 212)
shipping-notice: Offices: Harbour Chambers. (640, 682, 785, 696)
ad-body: DOUBLE AND SINGLE SEATED BUGGIES. WRIGHT, STEPHENSON, & CO. have received instructions from the owner to sell by auction, at the Provincial Yards, on Saturday, 20th March, at 12 o'clock, 1 double seated hooded buggy, with pole and shafts; 1 single-seated hooded buggy. Both nearly new. (328, 484, 474, 542)
ad-body: WANTED, a good Bullock Driver. Apply Gibbs and Clayton, Cumberland street, Dunedin. (328, 1159, 474, 1175)
ad-body: WANTED, Wood Turners. Apply Rendle and Co., Bond street. (328, 910, 474, 926)
table-cell: Glen (174, 496, 188, 504)
classified-ad: WANTED, respectable young Woman to Pack and Label confectionery. Apply E. Ruston, Masonic Hall. (173, 1098, 318, 1120)
late-ads-heading: Late Advertisements. (173, 642, 318, 655)
ad-body: WANTED Known — Just landed, two Cases White Kesey, costumes; Mauve, Scarlet and Cream Kid Plaits, Military Fronts, open behind, and Full Dress; from best manufacturers. D. Sampson. (328, 937, 474, 970)
railway-body: TENDERS are invited by the above Company up till noon on Monday, 22nd inst., for the construction of the Kaitangata Railway. Tenders to be endorsed "Tenders for Railway Line, Kaitangata," and addressed to the Chairman. Plans, specifications, and general conditions may be seen at this office, or the office of Mr Robert Grigg, Milton. The lowest or any tender not necessarily accepted. A. E. F. COYLE, Engineer. Princes street, Dunedin, March 10. (485, 975, 630, 1055)
ad-title: SATURDAY, 20th MARCH, At 12 o'clock. At Provincial Yards. (328, 465, 474, 483)
table-cell: F. Fowler, 1133, b Tait (174, 386, 234, 394)
auction-title: Important Sale of Villa Sites at the Ocean Beach. (804, 777, 934, 795)
board-heading: BOARD AND RESIDENCE. (485, 1058, 630, 1071)
table-cell: 5 (312, 402, 316, 410)
table-cell: Smith, b Tait (174, 434, 209, 442)
ad-head: MONDAY, 22nd MARCH, (356, 556, 447, 566)
advertisement (329, 1240, 474, 1274)
ad-body: WANTED Known — Just Opened, 3 cases Tweeds, Coatings, and Overcoatings—splendid assortment. D. Sampson. (328, 1052, 474, 1077)
table-cell: Wides, 11 (174, 458, 201, 466)
advertisement (329, 1051, 474, 1085)
classified-ad: FOR SALE, at Sunnyside, Five-roomed Cottage and quarter-acre section. Full particulars on application to J. S. Dickson, Farley's Buildings. (485, 530, 630, 561)
auction-notice: SATURDAY, 20th MARCH, At 2 o'clock. Lease of Two Cottages in Russell street, also Household Furniture and Effects. D. M. SPEDDING is instructed by Mr Charles Eales to sell by auction, on the premises, Russell street, on Saturday, 20th March, at 2 o'clock. Three years' lease of part of section 36, block X., Dunedin, with one four-roomed and one three-roomed cottage thereon. Rent payable in advance for whole term. Also, all the household furniture and effects, consisting of— Horsehair chairs and couch, carpets, tables, pictures, bedsteads, chest drawers, bedding, kitchen utensils, &c., &c. Without reserve. (640, 793, 785, 897)
classified-ad: WANTED, a good, kind Woman for three children. Liberal wages. Apply Fortune Post Office, Caversham. (173, 1016, 318, 1038)
